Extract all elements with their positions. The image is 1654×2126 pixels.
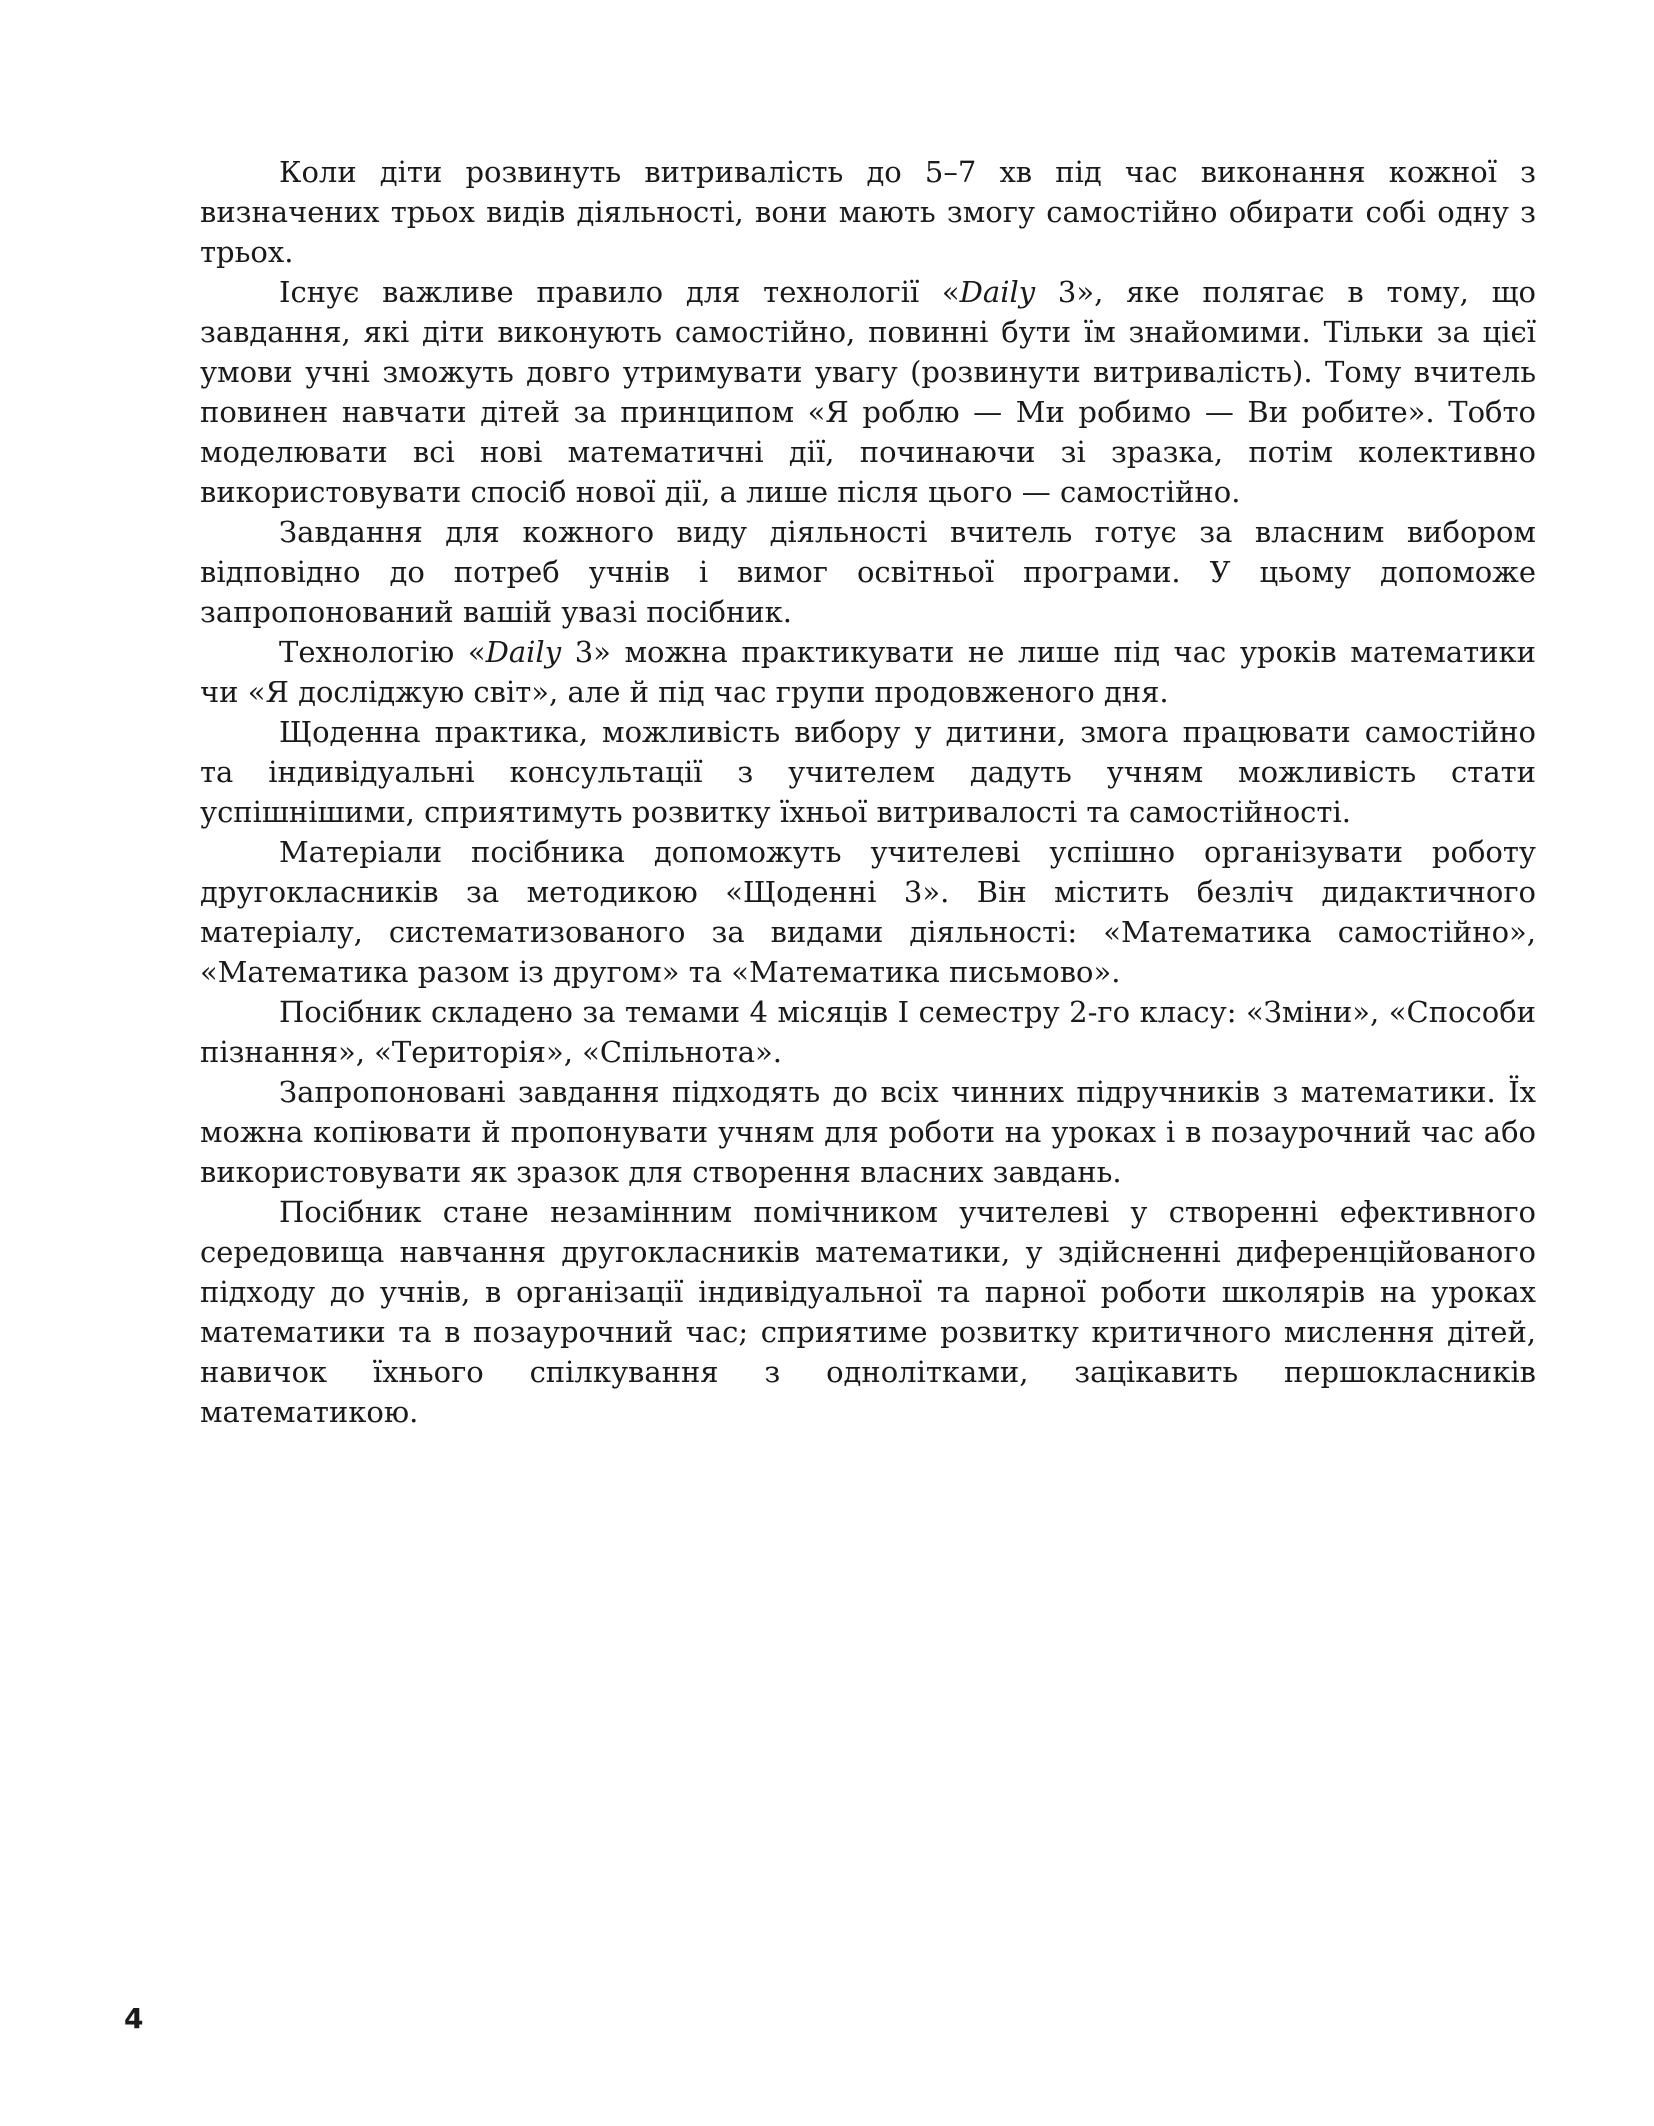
daily-term: Daily [959, 275, 1036, 309]
paragraph-8: Запропоновані завдання підходять до всіх чинних підручників з математики. Їх можна копіювати й пропонувати учням для роботи на уроках і в позаурочний час або використовувати як зразок для створення власних завдань. [200, 1075, 1536, 1189]
paragraph-7: Посібник складено за темами 4 місяців І семестру 2-го класу: «Зміни», «Способи пізнання», «Територія», «Спільнота». [200, 995, 1536, 1069]
paragraph-9: Посібник стане незамінним помічником учителеві у створенні ефективного середовища навчання другокласників математики, у здійсненні диференційованого підходу до учнів, в організації індивідуальної та парної роботи школярів на уроках математики та в позаурочний час; сприятиме розвитку критичного мислення дітей, навичок їхнього спілкування з однолітками, зацікавить першокласників математикою. [200, 1195, 1536, 1429]
paragraph-2 [200, 272, 1536, 512]
paragraph-2-rest: 3», яке полягає в тому, що завдання, які діти виконують самостійно, повинні бути їм знайомими. Тільки за цієї умови учні зможуть довго утримувати увагу (розвинути витривалість). Тому вчитель повинен навчати дітей за принципом «Я роблю — Ми робимо — Ви робите». Тобто моделювати всі нові математичні дії, починаючи зі зразка, потім колективно використовувати спосіб нової дії, а лише після цього — самостійно. [200, 275, 1537, 509]
daily-term: Daily [485, 635, 562, 669]
paragraph-3: Завдання для кожного виду діяльності вчитель готує за власним вибором відповідно до потреб учнів і вимог освітньої програми. У цьому допоможе запропонований вашій увазі посібник. [200, 515, 1536, 629]
paragraph-4 [200, 632, 1536, 712]
paragraph-5: Щоденна практика, можливість вибору у дитини, змога працювати самостійно та індивідуальні консультації з учителем дадуть учням можливість стати успішнішими, сприятимуть розвитку їхньої витривалості та самостійності. [200, 715, 1536, 829]
paragraph-1: Коли діти розвинуть витривалість до 5–7 хв під час виконання кожної з визначених трьох видів діяльності, вони мають змогу самостійно обирати собі одну з трьох. [200, 155, 1536, 269]
paragraph-2-start: Існує важливе правило для технології « [279, 275, 960, 309]
paragraph-4-rest: 3» можна практикувати не лише під час уроків математики чи «Я досліджую світ», але й під час групи продовженого дня. [200, 635, 1536, 709]
paragraph-6: Матеріали посібника допоможуть учителеві успішно організувати роботу другокласників за методикою «Щоденні 3». Він містить безліч дидактичного матеріалу, систематизованого за видами діяльності: «Математика самостійно», «Математика разом із другом» та «Математика письмово». [200, 835, 1536, 989]
page-number: 4 [124, 2002, 144, 2035]
paragraph-4-start: Технологію « [279, 635, 486, 669]
body-text [200, 152, 1536, 1432]
